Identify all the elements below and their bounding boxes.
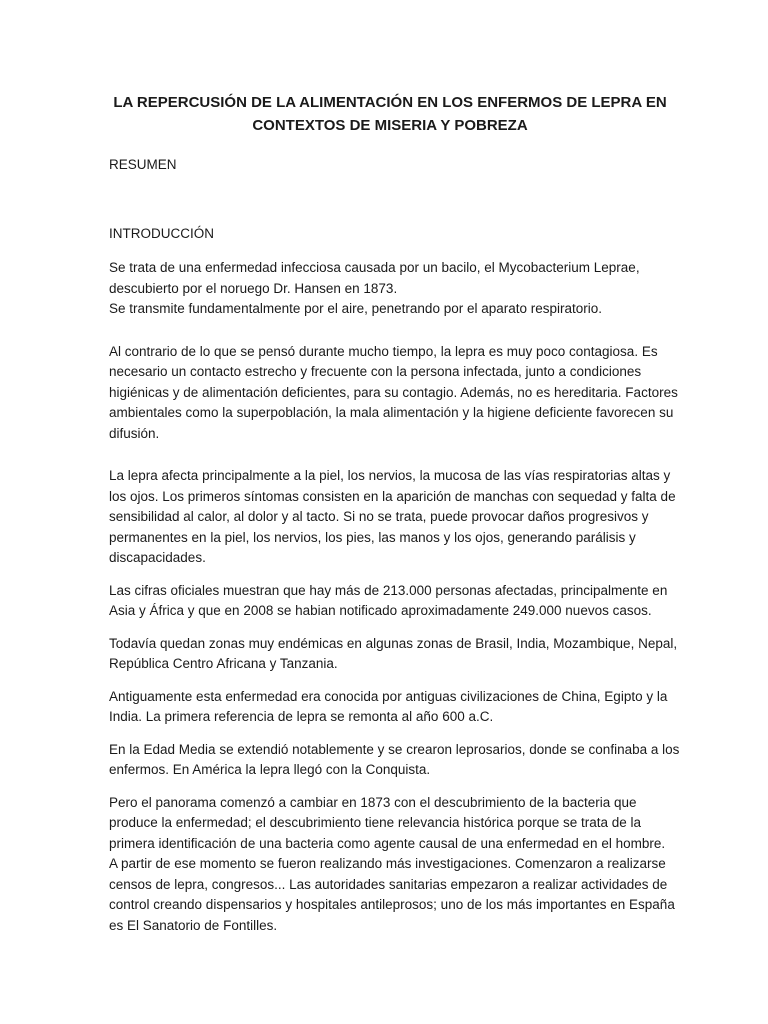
paragraph-line: Asia y África y que en 2008 se habian notificado aproximadamente 249.000 nuevos casos. [109,603,652,618]
paragraph-line: Se transmite fundamentalmente por el aire, penetrando por el aparato respiratorio. [109,301,603,316]
paragraph [109,258,669,320]
document-title [60,91,720,137]
paragraph-line: Todavía quedan zonas muy endémicas en algunas zonas de Brasil, India, Mozambique, Nepal, [109,635,678,651]
paragraph-line: La lepra afecta principalmente a la piel, los nervios, la mucosa de las vías respiratorias altas y [109,468,671,483]
paragraph-line: A partir de ese momento se fueron realizando más investigaciones. Comenzaron a realizarse [109,856,666,871]
paragraph-line: produce la enfermedad; el descubrimiento tiene relevancia histórica porque se trata de la [109,815,642,830]
paragraph [109,634,678,675]
paragraph-line: necesario un contacto estrecho y frecuente con la persona infectada, junto a condiciones [109,364,642,379]
paragraph [109,581,669,622]
paragraph-line: los ojos. Los primeros síntomas consisten en la aparición de manchas con sequedad y falta de [109,488,676,504]
paragraph-line: Pero el panorama comenzó a cambiar en 1873 con el descubrimiento de la bacteria que [109,794,637,810]
paragraph [109,466,676,569]
paragraph [109,342,678,445]
paragraph [109,687,669,728]
paragraph-line: descubierto por el noruego Dr. Hansen en 1873. [109,280,398,296]
paragraph [109,740,680,781]
paragraph-line: discapacidades. [109,550,206,565]
paragraph-line: Al contrario de lo que se pensó durante mucho tiempo, la lepra es muy poco contagiosa. Es [109,343,658,359]
document-body [109,258,680,948]
section-heading-resumen: RESUMEN [109,157,177,172]
paragraph-line: República Centro Africana y Tanzania. [109,656,338,671]
paragraph-line: difusión. [109,425,160,441]
title-line: LA REPERCUSIÓN DE LA ALIMENTACIÓN EN LOS ENFERMOS DE LEPRA EN [113,94,667,111]
paragraph-line: control creando dispensarios y hospitales antileprosos; uno de los más importantes en España [109,897,675,912]
paragraph-line: higiénicas y de alimentación deficientes, para su contagio. Además, no es hereditaria. Factores [109,384,678,400]
section-heading-introduccion: INTRODUCCIÓN [109,226,214,241]
paragraph-line: permanentes en la piel, los nervios, los pies, las manos y los ojos, generando parálisis y [109,529,636,545]
paragraph-line: Las cifras oficiales muestran que hay más de 213.000 personas afectadas, principalmente en [109,582,668,598]
paragraph-line: primera identificación de una bacteria como agente causal de una enfermedad en el hombre. [109,835,666,851]
paragraph-line: Se trata de una enfermedad infecciosa causada por un bacilo, el Mycobacterium Leprae, [109,260,640,275]
paragraph-line: ambientales como la superpoblación, la mala alimentación y la higiene deficiente favorecen su [109,405,674,420]
paragraph-line: es El Sanatorio de Fontilles. [109,917,278,933]
paragraph-line: censos de lepra, congresos... Las autoridades sanitarias empezaron a realizar actividades de [109,876,668,892]
paragraph-line: enfermos. En América la lepra llegó con la Conquista. [109,762,431,777]
paragraph-line: sensibilidad al calor, al dolor y al tacto. Si no se trata, puede provocar daños progresivos y [109,509,649,524]
paragraph-line: Antiguamente esta enfermedad era conocida por antiguas civilizaciones de China, Egipto y la [109,688,668,704]
title-line: CONTEXTOS DE MISERIA Y POBREZA [252,117,528,134]
paragraph [109,793,675,937]
paragraph-line: En la Edad Media se extendió notablemente y se crearon leprosarios, donde se confinaba a los [109,741,680,757]
paragraph-line: India. La primera referencia de lepra se remonta al año 600 a.C. [109,709,494,724]
